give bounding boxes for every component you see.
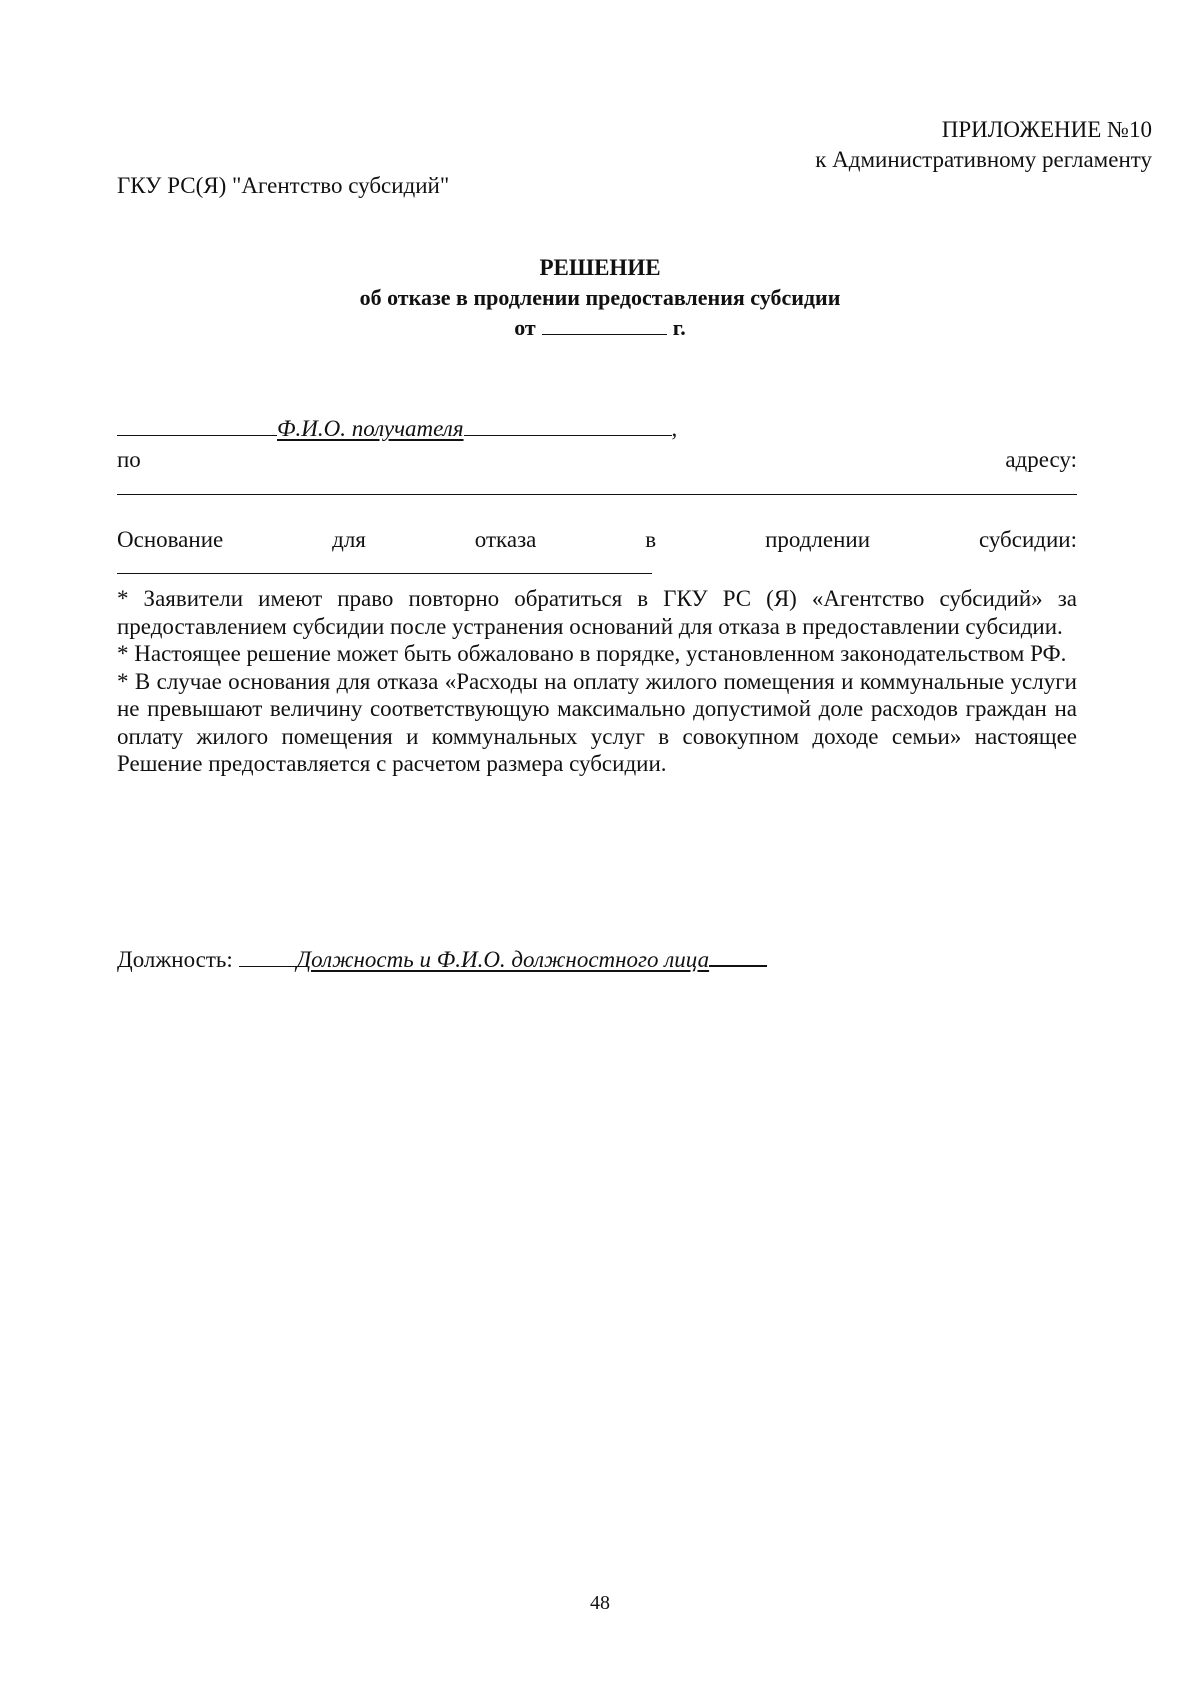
signature-blank-left[interactable] <box>239 946 297 967</box>
recipient-line <box>117 415 1077 442</box>
basis-word: продлении <box>765 527 871 552</box>
basis-word: Основание <box>117 527 224 552</box>
note-paragraph: * В случае основания для отказа «Расходы на оплату жилого помещения и коммунальные услуги не превышают величину соответствующую максимально допустимой доле расходов граждан на оплату жилого помещения и коммунальных услуг в совокупном доходе семьи» настоящее Решение предоставляется с расчетом размера субсидии. <box>117 668 1077 776</box>
signature-placeholder: Должность и Ф.И.О. должностного лица <box>296 947 710 972</box>
date-prefix: от <box>514 315 536 340</box>
decision-date-line <box>0 313 1200 343</box>
appendix-header <box>815 115 1152 175</box>
note-paragraph: * Настоящее решение может быть обжаловано в порядке, установленном законодательством РФ. <box>117 641 1067 666</box>
recipient-blank-left[interactable] <box>117 415 277 436</box>
decision-subtitle: об отказе в продлении предоставления субсидии <box>359 285 841 310</box>
basis-row <box>117 527 1077 553</box>
date-blank-field[interactable] <box>542 316 667 335</box>
appendix-subtitle: к Административному регламенту <box>815 147 1152 172</box>
signature-blank-right[interactable] <box>709 945 767 967</box>
address-blank-line[interactable] <box>117 494 1077 495</box>
recipient-blank-right[interactable] <box>464 415 672 436</box>
signature-label: Должность: <box>117 947 233 972</box>
decision-title-block <box>0 253 1200 343</box>
basis-word: в <box>645 527 657 552</box>
basis-blank-line[interactable] <box>117 573 652 574</box>
date-suffix: г. <box>672 315 686 340</box>
note-paragraph: * Заявители имеют право повторно обратиться в ГКУ РС (Я) «Агентство субсидий» за предоставлением субсидии после устранения оснований для отказа в предоставлении субсидии. <box>117 586 1077 639</box>
page-number: 48 <box>590 1592 610 1614</box>
basis-word: для <box>332 527 366 552</box>
organization-name: ГКУ РС(Я) "Агентство субсидий" <box>117 173 450 198</box>
decision-title: РЕШЕНИЕ <box>539 255 661 280</box>
notes-section <box>117 585 1077 778</box>
basis-word: субсидии: <box>978 527 1077 552</box>
appendix-title: ПРИЛОЖЕНИЕ №10 <box>941 117 1152 142</box>
address-label: адресу: <box>1005 447 1077 472</box>
basis-word: отказа <box>474 527 537 552</box>
signature-line <box>117 945 767 973</box>
address-row <box>117 447 1077 473</box>
address-prefix: по <box>117 447 141 472</box>
recipient-comma: , <box>671 416 678 441</box>
recipient-placeholder: Ф.И.О. получателя <box>277 416 464 441</box>
